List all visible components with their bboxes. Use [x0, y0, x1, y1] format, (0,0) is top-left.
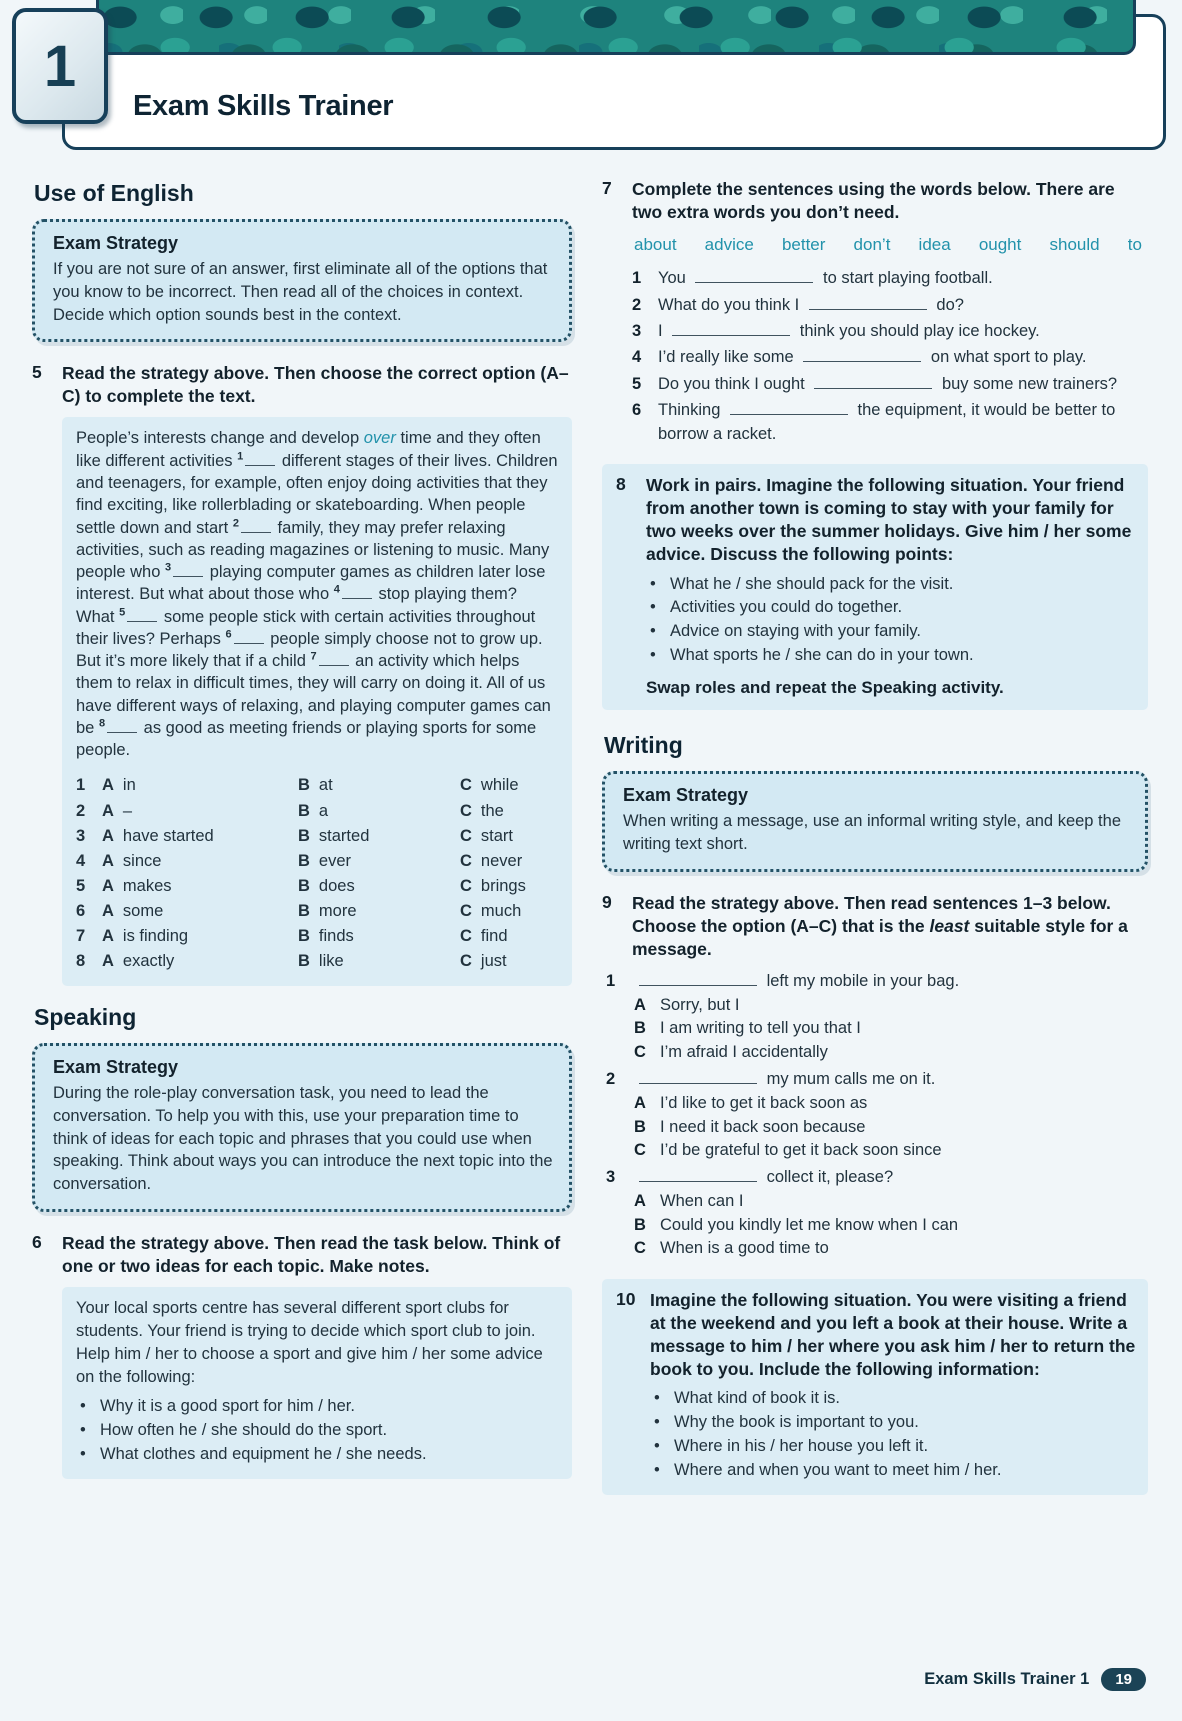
option-cell [460, 773, 560, 798]
passage-text: time and they often like different activities [76, 429, 541, 470]
bullet-text: What sports he / she can do in your town. [670, 646, 974, 665]
bullet-text: How often he / she should do the sport. [100, 1421, 388, 1440]
writing-item [606, 1166, 1148, 1260]
option-cell [460, 924, 560, 949]
word-bank-item: idea [918, 235, 951, 255]
option-value: the [480, 801, 504, 820]
sentence-post: on what sport to play. [926, 348, 1087, 367]
option-number: 8 [76, 952, 86, 971]
writing-option [634, 1116, 1148, 1139]
option-letter: C [460, 876, 472, 895]
option-row [76, 849, 560, 874]
blank-line [695, 270, 813, 283]
page-footer [924, 1668, 1146, 1691]
option-value: – [122, 801, 133, 820]
sentence-pre: Do you think I ought [658, 374, 810, 393]
bullet-dot: • [650, 598, 656, 617]
bullet-item [646, 596, 1136, 620]
strategy-title: Exam Strategy [53, 1057, 179, 1078]
word-bank-item: don’t [853, 235, 891, 255]
option-row [76, 773, 560, 798]
option-value: exactly [122, 952, 175, 971]
writing-option [634, 1190, 1148, 1213]
option-text: Sorry, but I [660, 995, 740, 1014]
option-letter: C [634, 1042, 646, 1061]
option-cell [298, 899, 460, 924]
gap-number: 6 [225, 628, 232, 641]
option-letter: A [102, 876, 114, 895]
option-cell [460, 949, 560, 974]
bullet-item [650, 1459, 1136, 1483]
page-content [32, 178, 1148, 1635]
option-letter: B [298, 926, 310, 945]
option-letter: C [460, 901, 472, 920]
page-number-badge: 19 [1101, 1668, 1146, 1691]
gap-sentences [632, 267, 1148, 446]
option-letter: C [460, 926, 472, 945]
option-row [76, 799, 560, 824]
exercise-number: 5 [32, 362, 42, 383]
option-letter: A [634, 995, 646, 1014]
gap-sentence [632, 346, 1148, 369]
option-number: 4 [76, 851, 86, 870]
gap-sentence [632, 399, 1148, 446]
option-text: I’d be grateful to get it back soon since [660, 1140, 942, 1159]
option-value: since [122, 851, 162, 870]
section-heading-use-of-english: Use of English [34, 180, 194, 206]
word-bank-item: ought [978, 235, 1022, 255]
options-grid [76, 773, 560, 974]
writing-item-stem [606, 1166, 1148, 1190]
item-number: 2 [606, 1070, 616, 1089]
writing-option [634, 1237, 1148, 1260]
sentence-number: 1 [632, 269, 642, 288]
option-letter: B [298, 851, 310, 870]
writing-option [634, 994, 1148, 1017]
exercise-6-task [62, 1287, 572, 1479]
option-letter: C [460, 826, 472, 845]
bullet-item [650, 1435, 1136, 1459]
stem-text [634, 1068, 935, 1092]
exam-strategy-box-writing [602, 771, 1148, 872]
option-cell [298, 849, 460, 874]
option-value: like [318, 952, 344, 971]
option-letter: A [102, 901, 114, 920]
exercise-number: 6 [32, 1231, 42, 1252]
sentence-text [658, 320, 1148, 343]
sentence-post: the equipment, it would be better to borrow a racket. [658, 401, 1116, 443]
bullet-item [76, 1443, 560, 1467]
option-text: I’m afraid I accidentally [660, 1042, 828, 1061]
sentence-text [658, 267, 1148, 290]
option-cell [102, 924, 298, 949]
option-cell [298, 773, 460, 798]
option-value: does [318, 876, 355, 895]
bullet-dot: • [654, 1412, 660, 1431]
exercise-7-head [602, 178, 1148, 224]
word-bank-item: better [781, 235, 826, 255]
gap-sentence [632, 320, 1148, 343]
option-row [76, 924, 560, 949]
strategy-body: During the role-play conversation task, you need to lead the conversation. To help you with this, use your preparation time to think of ideas for each topic and phrases that you could use when speaking. Think about ways you can introduce the next topic into the conversation. [53, 1084, 553, 1194]
exercise-9-head [602, 892, 1148, 961]
bullet-text: What he / she should pack for the visit. [670, 574, 954, 593]
passage-text: as good as meeting friends or playing sports for some people. [76, 718, 537, 760]
writing-item [606, 970, 1148, 1064]
option-row [76, 899, 560, 924]
writing-item-stem [606, 1068, 1148, 1092]
left-column [32, 178, 572, 1635]
option-letter: B [634, 1215, 646, 1234]
option-letter: A [102, 776, 114, 795]
gap-number: 5 [119, 606, 126, 619]
option-value: much [480, 901, 522, 920]
bullet-item [646, 573, 1136, 597]
gap-number: 2 [232, 517, 239, 530]
option-cell [102, 874, 298, 899]
gap-number: 3 [165, 561, 172, 574]
bullet-item [650, 1411, 1136, 1435]
sentence-number: 3 [632, 322, 642, 341]
sentence-number: 2 [632, 295, 642, 314]
option-row [76, 874, 560, 899]
bullet-dot: • [80, 1397, 86, 1416]
cloze-passage [76, 427, 560, 761]
exercise-number: 7 [602, 178, 612, 198]
bullet-dot: • [654, 1436, 660, 1455]
option-number: 1 [76, 776, 86, 795]
bullet-item [76, 1419, 560, 1443]
blank-line [639, 1071, 757, 1084]
option-cell [102, 824, 298, 849]
blank-line [342, 586, 372, 599]
bullet-item [646, 620, 1136, 644]
sentence-pre: You [658, 269, 691, 288]
exercise-5-head [32, 362, 572, 408]
blank-line [173, 564, 203, 577]
writing-option [634, 1092, 1148, 1115]
option-cell [102, 799, 298, 824]
blank-line [639, 1169, 757, 1182]
option-number: 2 [76, 801, 86, 820]
option-letter: B [298, 876, 310, 895]
exercise-instruction: Imagine the following situation. You were visiting a friend at the weekend and you left a book at their house. Write a message to him / her where you ask him / her to return the book to you. Include the following information: [650, 1289, 1136, 1379]
bullet-dot: • [80, 1445, 86, 1464]
exercise-9 [602, 892, 1148, 1261]
option-cell [102, 899, 298, 924]
option-text: When can I [660, 1192, 744, 1211]
bullet-text: What kind of book it is. [674, 1388, 840, 1407]
gap-sentence [632, 294, 1148, 317]
passage-text: People’s interests change and develop [76, 429, 364, 448]
passage-text: Read the strategy above. Then read sentences 1–3 below. Choose the option (A–C) that is the [632, 892, 1111, 936]
word-bank-item: to [1127, 235, 1142, 255]
option-letter: A [102, 926, 114, 945]
exercise-number: 10 [616, 1288, 636, 1309]
strategy-title: Exam Strategy [623, 785, 749, 806]
writing-option [634, 1041, 1148, 1064]
sentence-text [658, 346, 1148, 369]
option-row [76, 949, 560, 974]
option-cell [460, 849, 560, 874]
option-letter: B [634, 1019, 646, 1038]
bullet-dot: • [650, 574, 656, 593]
exercise-instruction: Read the strategy above. Then read the task below. Think of one or two ideas for each topic. Make notes. [62, 1232, 561, 1277]
option-letter: C [634, 1239, 646, 1258]
exercise-10-head [616, 1289, 1136, 1381]
right-column [602, 178, 1148, 1635]
sentence-post: to start playing football. [818, 269, 993, 288]
gap-number: 8 [98, 717, 106, 730]
blank-line [672, 323, 790, 336]
option-cell [298, 874, 460, 899]
option-cell [298, 799, 460, 824]
exercise-instruction: Complete the sentences using the words below. There are two extra words you don’t need. [632, 179, 1115, 223]
option-cell [102, 849, 298, 874]
passage-text: family, they may prefer relaxing activities, such as reading magazines or listening to music. Many people who [76, 518, 550, 582]
word-bank-item: advice [704, 235, 754, 255]
exercise-number: 9 [602, 891, 612, 912]
exercise-9-items [606, 970, 1148, 1261]
passage-text: suitable style for a message. [632, 915, 1128, 959]
discussion-bullets [646, 573, 1136, 669]
option-letter: B [298, 901, 310, 920]
exercise-6 [32, 1232, 572, 1479]
exercise-7-body [632, 233, 1148, 446]
option-value: while [480, 776, 519, 795]
exercise-8-head [616, 474, 1136, 566]
sentence-post: buy some new trainers? [937, 374, 1118, 393]
exercise-5-body [62, 417, 572, 986]
option-cell [298, 924, 460, 949]
bullet-dot: • [654, 1388, 660, 1407]
unit-number-badge [12, 8, 108, 124]
gap-number: 7 [310, 650, 317, 663]
blank-line [814, 376, 932, 389]
option-letter: A [634, 1094, 646, 1113]
exam-strategy-box-speaking [32, 1043, 572, 1212]
gap-sentence [632, 267, 1148, 290]
sentence-pre: I [658, 322, 668, 341]
exercise-5 [32, 362, 572, 986]
option-value: find [480, 926, 508, 945]
stem-text [634, 970, 959, 994]
option-value: in [122, 776, 136, 795]
page-title: Exam Skills Trainer [133, 90, 394, 122]
option-text: I am writing to tell you that I [660, 1019, 861, 1038]
sentence-pre: I’d really like some [658, 348, 799, 367]
option-cell [102, 949, 298, 974]
blank-line [809, 297, 927, 310]
option-value: just [480, 952, 507, 971]
option-letter: A [102, 952, 114, 971]
passage-text: an activity which helps them to relax in difficult times, they will carry on doing it. All of us have different ways of relaxing, and playing computer games can be [76, 652, 551, 737]
sentence-number: 6 [632, 401, 642, 420]
option-value: never [480, 851, 523, 870]
sentence-text [658, 294, 1148, 317]
task-paragraph: Your local sports centre has several different sport clubs for students. Your friend is trying to decide which sport club to join. Help him / her to choose a sport and give him / her some advice on the following: [76, 1299, 543, 1387]
stem-text [634, 1166, 893, 1190]
option-text: I’d like to get it back soon as [660, 1094, 868, 1113]
blank-line [730, 402, 848, 415]
option-number: 7 [76, 926, 86, 945]
option-value: more [318, 901, 357, 920]
option-value: finds [318, 926, 354, 945]
exercise-instruction: Read the strategy above. Then choose the correct option (A–C) to complete the text. [62, 363, 569, 407]
item-number: 3 [606, 1168, 616, 1187]
option-letter: A [634, 1192, 646, 1211]
option-number: 5 [76, 876, 86, 895]
option-cell [460, 799, 560, 824]
stem-post: collect it, please? [762, 1168, 894, 1187]
exercise-8 [602, 464, 1148, 710]
sentence-pre: Thinking [658, 401, 725, 420]
passage-text: some people stick with certain activities throughout their lives? Perhaps [76, 607, 536, 648]
strategy-body: When writing a message, use an informal writing style, and keep the writing text short. [623, 812, 1121, 853]
option-value: makes [122, 876, 172, 895]
option-text: I need it back soon because [660, 1117, 866, 1136]
option-letter: C [460, 801, 472, 820]
sentence-post: do? [931, 295, 964, 314]
info-bullets [650, 1387, 1136, 1483]
sentence-text [658, 373, 1148, 396]
option-value: some [122, 901, 164, 920]
passage-text: people simply choose not to grow up. But it’s more likely that if a child [76, 629, 543, 671]
option-number: 6 [76, 901, 86, 920]
blank-line [245, 453, 275, 466]
exercise-6-head [32, 1232, 572, 1278]
option-number: 3 [76, 826, 86, 845]
unit-number: 1 [43, 33, 77, 99]
section-heading-speaking: Speaking [34, 1004, 137, 1031]
bullet-text: Activities you could do together. [670, 598, 903, 617]
option-cell [298, 949, 460, 974]
bullet-dot: • [80, 1421, 86, 1440]
strategy-body: If you are not sure of an answer, first eliminate all of the options that you know to be incorrect. Then read all of the choices in context. Decide which option sounds best in the context. [53, 260, 548, 324]
sentence-number: 4 [632, 348, 642, 367]
exercise-instruction [632, 892, 1148, 961]
bullet-item [650, 1387, 1136, 1411]
option-value: at [318, 776, 333, 795]
option-letter: B [634, 1117, 646, 1136]
blank-line [107, 720, 137, 733]
writing-option [634, 1214, 1148, 1237]
stem-post: my mum calls me on it. [762, 1070, 936, 1089]
section-heading-writing: Writing [604, 732, 683, 759]
option-cell [460, 874, 560, 899]
passage-text: different stages of their lives. Children and teenagers, for example, often enjoy doing activities that they find exciting, like rollerblading or skateboarding. When people settle down and start [76, 451, 558, 537]
writing-item [606, 1068, 1148, 1162]
option-value: started [318, 826, 370, 845]
option-value: have started [122, 826, 214, 845]
stem-post: left my mobile in your bag. [762, 972, 960, 991]
strategy-title: Exam Strategy [53, 233, 179, 253]
sentence-number: 5 [632, 374, 642, 393]
blank-line [234, 631, 264, 644]
exam-strategy-box-use-of-english [32, 219, 572, 342]
writing-option [634, 1017, 1148, 1040]
task-bullets [76, 1395, 560, 1467]
exercise-7 [602, 178, 1148, 446]
option-value: is finding [122, 926, 189, 945]
option-letter: C [460, 952, 472, 971]
bullet-item [76, 1395, 560, 1419]
word-bank-item: should [1049, 235, 1100, 255]
passage-text: stop playing them? What [76, 585, 517, 626]
option-value: brings [480, 876, 526, 895]
option-letter: C [460, 851, 472, 870]
option-letter: B [298, 952, 310, 971]
option-row [76, 824, 560, 849]
bullet-text: Why the book is important to you. [674, 1412, 919, 1431]
gap-number: 1 [237, 450, 244, 463]
sentence-post: think you should play ice hockey. [795, 322, 1040, 341]
sentence-text [658, 399, 1148, 446]
writing-item-stem [606, 970, 1148, 994]
bullet-dot: • [654, 1460, 660, 1479]
italic-word: least [929, 915, 970, 936]
bullet-text: Where and when you want to meet him / her. [674, 1460, 1002, 1479]
item-number: 1 [606, 972, 616, 991]
gap-number: 4 [333, 583, 340, 596]
writing-option [634, 1139, 1148, 1162]
option-text: Could you kindly let me know when I can [660, 1215, 959, 1234]
option-value: start [480, 826, 514, 845]
bullet-text: What clothes and equipment he / she needs. [100, 1445, 427, 1464]
passage-text: playing computer games as children later lose interest. But what about those who [76, 563, 546, 604]
option-letter: B [298, 826, 310, 845]
option-letter: A [102, 826, 114, 845]
option-cell [298, 824, 460, 849]
exercise-10 [602, 1279, 1148, 1495]
footer-label: Exam Skills Trainer 1 [924, 1670, 1090, 1688]
option-letter: C [460, 776, 472, 795]
unit-banner-pattern [96, 0, 1136, 55]
bullet-text: Where in his / her house you left it. [674, 1436, 929, 1455]
option-value: ever [318, 851, 352, 870]
word-bank [632, 233, 1148, 257]
option-letter: B [298, 801, 310, 820]
blank-line [803, 349, 921, 362]
exercise-number: 8 [616, 474, 626, 495]
sentence-pre: What do you think I [658, 295, 804, 314]
bullet-text: Why it is a good sport for him / her. [100, 1397, 355, 1416]
highlighted-word: over [363, 429, 396, 448]
option-text: When is a good time to [660, 1239, 829, 1258]
option-letter: A [102, 801, 114, 820]
word-bank-item: about [634, 235, 677, 255]
bullet-dot: • [650, 646, 656, 665]
option-cell [460, 824, 560, 849]
bullet-text: Advice on staying with your family. [670, 622, 921, 641]
option-letter: B [298, 776, 310, 795]
option-letter: A [102, 851, 114, 870]
option-value: a [318, 801, 329, 820]
gap-sentence [632, 373, 1148, 396]
swap-roles-note: Swap roles and repeat the Speaking activity. [646, 678, 1004, 698]
bullet-item [646, 644, 1136, 668]
blank-line [319, 653, 349, 666]
exercise-instruction: Work in pairs. Imagine the following situation. Your friend from another town is coming to stay with your family for two weeks over the summer holidays. Give him / her some advice. Discuss the following points: [646, 475, 1132, 565]
blank-line [127, 609, 157, 622]
blank-line [241, 520, 271, 533]
blank-line [639, 973, 757, 986]
option-cell [102, 773, 298, 798]
option-letter: C [634, 1140, 646, 1159]
option-cell [460, 899, 560, 924]
bullet-dot: • [650, 622, 656, 641]
